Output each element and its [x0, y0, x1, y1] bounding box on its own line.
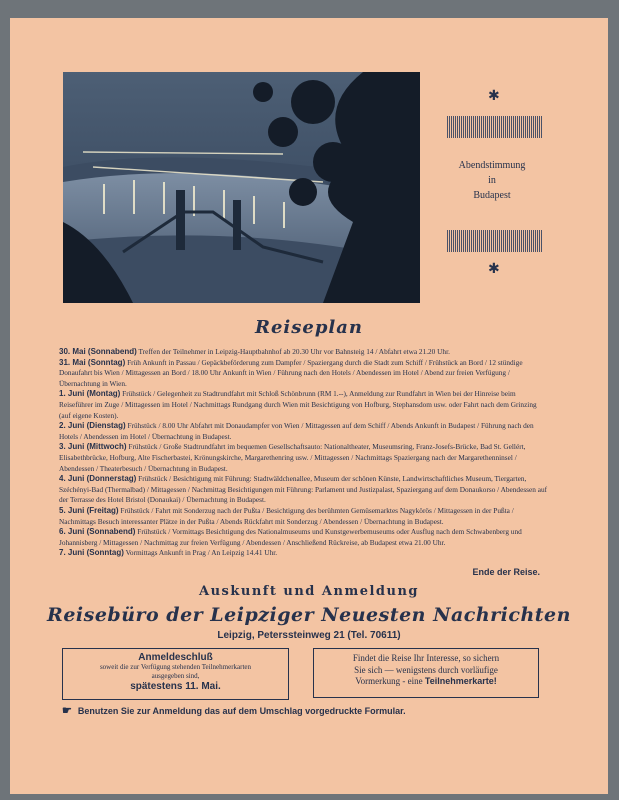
- itinerary-date: 3. Juni (Mittwoch): [59, 442, 127, 452]
- page-title: Reiseplan: [254, 317, 363, 338]
- itinerary-day: [59, 389, 549, 421]
- itinerary: [59, 347, 549, 559]
- itinerary-day: [59, 474, 549, 506]
- pointing-hand-icon: ☛: [62, 705, 72, 717]
- itinerary-date: 31. Mai (Sonntag): [59, 357, 126, 367]
- itinerary-date: 6. Juni (Sonnabend): [59, 527, 136, 537]
- itinerary-text: Frühstück / Große Stadtrundfahrt im bequemen Gesellschaftsauto: Nationaltheater, Museumsring, Franz-Josefs-Brücke, Bad St. Gellért, Elisabethbrücke, Hofburg, Alte Fischerbastei, Krönungskirche, Margarethenring usw. / Mittagessen / Nachmittags Spaziergang nach der Margarethenninsel / Abendessen / Theaterbesuch / Übernachtung in Budapest.: [59, 442, 526, 473]
- footer-instruction: [62, 704, 552, 717]
- itinerary-text: Frühstück / Vormittags Besichtigung des Nationalmuseums und Kunstgewerbemuseums oder Ausflug nach dem Schwabenberg und Johannisberg / Mittagessen / Nachmittag zur freien Verfügung / Abendessen / Anschließend Rückreise, ab Budapest etwa 21.00 Uhr.: [59, 527, 522, 547]
- itinerary-day: [59, 442, 549, 474]
- note-line-1: Findet die Reise Ihr Interesse, so sichern: [352, 653, 500, 663]
- itinerary-date: 5. Juni (Freitag): [59, 505, 119, 515]
- deadline-date: spätestens 11. Mai.: [130, 681, 221, 692]
- itinerary-date: 2. Juni (Dienstag): [59, 421, 126, 431]
- star-ornament-top: ✱: [488, 89, 500, 104]
- itinerary-date: 1. Juni (Montag): [59, 389, 121, 399]
- itinerary-text: Treffen der Teilnehmer in Leipzig-Hauptbahnhof ab 20.30 Uhr vor Bahnsteig 14 / Abfahrt etwa 21.20 Uhr.: [138, 347, 450, 356]
- note-line-3a: Vormerkung - eine: [355, 676, 423, 686]
- star-ornament-bottom: ✱: [488, 262, 500, 277]
- itinerary-text: Vormittags Ankunft in Prag / An Leipzig 14.41 Uhr.: [125, 548, 278, 558]
- info-heading: Auskunft und Anmeldung: [199, 584, 419, 599]
- itinerary-text: Frühstück / Fahrt mit Sonderzug nach der Pußta / Besichtigung des berühmten Gemüsemarktes Nagykörös / Mittagessen in der Pußta / Nachmittags Besuch interessanter Plätze in der Pußta / Abends Rückfahrt mit Sonderzug / Abendessen / Übernachtung in Budapest.: [59, 505, 514, 526]
- footer-text: Benutzen Sie zur Anmeldung das auf dem Umschlag vorgedruckte Formular.: [77, 706, 406, 716]
- itinerary-day: [59, 527, 549, 548]
- decorative-band-top: [447, 116, 542, 138]
- itinerary-text: Frühstück / Besichtigung mit Führung: Stadtwäldchenallee, Museum der schönen Künste, Landwirtschaftliches Museum, Tiergarten, Széchényi-Bad (Thermalbad) / Mittagessen / Nachmittag Besichtigungen mit Führung: Parlament und Justizpalast, Spaziergang auf dem Donaukorso / Abendessen auf der Terrasse des Hotel Bristol (Donaukai) / Übernachtung in Budapest.: [59, 474, 548, 505]
- itinerary-day: [59, 347, 549, 358]
- end-of-trip-label: Ende der Reise.: [472, 567, 540, 577]
- note-line-2: Sie sich — wenigstens durch vorläufige: [354, 664, 498, 675]
- decorative-band-bottom: [447, 230, 542, 252]
- itinerary-date: 7. Juni (Sonntag): [59, 548, 124, 558]
- itinerary-date: 30. Mai (Sonnabend): [59, 347, 137, 356]
- brochure-page: [10, 18, 608, 794]
- budapest-night-photo: [63, 72, 420, 303]
- caption-line-1: Abendstimmung: [458, 160, 526, 171]
- reservation-note-box: [313, 648, 539, 698]
- note-line-3b: Teilnehmerkarte!: [424, 676, 497, 686]
- itinerary-date: 4. Juni (Donnerstag): [59, 474, 137, 484]
- itinerary-day: [59, 358, 549, 390]
- agency-name: Reisebüro der Leipziger Neuesten Nachrichten: [47, 604, 571, 626]
- note-line-3: [314, 676, 538, 688]
- photo-caption: [442, 158, 542, 203]
- registration-deadline-box: [62, 648, 289, 700]
- photo-illustration: [63, 72, 420, 303]
- caption-line-2: in: [488, 175, 496, 186]
- itinerary-text: Frühstück / Gelegenheit zu Stadtrundfahrt mit Schloß Schönbrunn (RM 1.--), Anmeldung zur Rundfahrt in Wien bei der Hinreise beim Reiseführer im Zuge / Mittagessen im Hotel / Nachmittags Rundgang durch Wien mit Besichtigung von Hofburg, Stephansdom usw. oder Fahrt nach dem Grinzing (auf eigene Kosten).: [59, 389, 537, 420]
- agency-address: Leipzig, Peterssteinweg 21 (Tel. 70611): [217, 630, 401, 641]
- itinerary-text: Frühstück / 8.00 Uhr Abfahrt mit Donaudampfer von Wien / Mittagessen auf dem Schiff / Abends Ankunft in Budapest / Führung nach den Hotels / Abendessen im Hotel / Übernachtung in Budapest.: [59, 421, 534, 441]
- caption-line-3: Budapest: [473, 190, 511, 201]
- deadline-sub-1: soweit die zur Verfügung stehenden Teilnehmerkarten: [99, 663, 252, 671]
- deadline-heading: Anmeldeschluß: [138, 652, 213, 663]
- itinerary-day: [59, 506, 549, 527]
- itinerary-day: [59, 421, 549, 442]
- deadline-sub-2: ausgegeben sind,: [151, 672, 200, 680]
- itinerary-text: Früh Ankunft in Passau / Gepäckbeförderung zum Dampfer / Spaziergang durch die Stadt zum Schiff / Frühstück an Bord / 12 stündige Donaufahrt bis Wien / Mittagessen an Bord / 18.00 Uhr Ankunft in Wien / Führung nach den Hotels / Abendessen im Hotel / Abend zur freien Verfügung / Übernachtung in Wien.: [59, 357, 523, 388]
- itinerary-day: [59, 548, 549, 559]
